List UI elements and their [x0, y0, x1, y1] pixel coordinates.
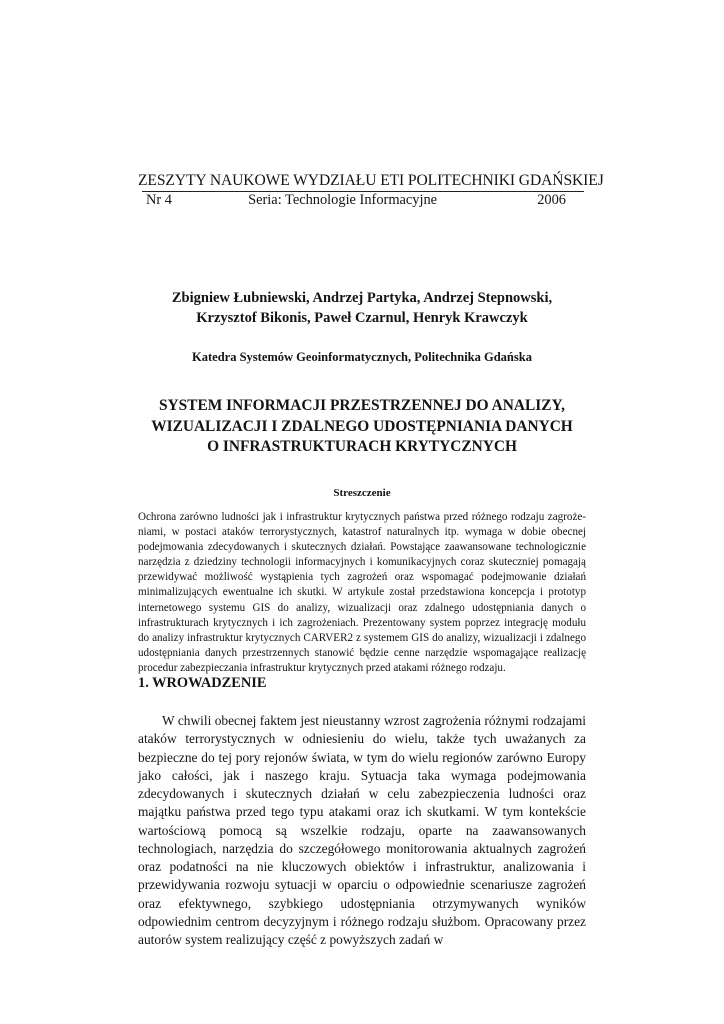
author-list [138, 288, 586, 328]
authors-line-1: Zbigniew Łubniewski, Andrzej Partyka, Andrzej Stepnowski, [171, 290, 553, 306]
title-line-1: SYSTEM INFORMACJI PRZESTRZENNEJ DO ANALIZY, [158, 397, 566, 414]
issue-year: 2006 [537, 192, 566, 208]
authors-line-2: Krzysztof Bikonis, Paweł Czarnul, Henryk Krawczyk [196, 310, 528, 326]
title-line-3: O INFRASTRUKTURACH KRYTYCZNYCH [207, 438, 517, 455]
section-paragraph: W chwili obecnej faktem jest nieustanny wzrost zagrożenia różnymi rodzajami ataków terrorystycznych w odniesieniu do wielu, także tych uważanych za bezpieczne do tej pory rejonów świata, w tym do wielu regionów zarówno Europy jako całości, jak i naszego kraju. Sytuacja taka wymaga podejmowania zdecydowanych i skutecznych działań w celu zabezpieczenia ludności oraz majątku państwa przed tego typu atakami oraz ich skutkami. W tym kontekście wartościową pomocą są wszelkie rodzaju, oparte na zaawansowanych technologiach, narzędzia do szczegółowego monitorowania aktualnych zagrożeń oraz podatności na nie kluczowych obiektów i infrastruktur, analizowania i przewidywania rozwoju sytuacji w oparciu o odpowiednie scenariusze zagrożeń oraz efektywnego, szybkiego udostępniania otrzymywanych wyników odpowiednim centrom decyzyjnym i różnego rodzaju służbom. Opracowany przez autorów system realizujący część z powyższych zadań w [138, 713, 586, 947]
title-line-2: WIZUALIZACJI I ZDALNEGO UDOSTĘPNIANIA DANYCH [151, 417, 573, 435]
issue-number: Nr 4 [146, 192, 172, 208]
affiliation: Katedra Systemów Geoinformatycznych, Politechnika Gdańska [192, 350, 532, 364]
paper-title [138, 396, 586, 458]
abstract-text: Ochrona zarówno ludności jak i infrastruktur krytycznych państwa przed różnego rodzaju zagrożeniami, w postaci ataków terrorystycznych, katastrof naturalnych itp. wymaga w dobie obecnej podejmowania zdecydowanych i skutecznych działań. Powstające zaawansowane technologicznie narzędzia z dziedziny technologii informacyjnych i komunikacyjnych coraz skuteczniej pomagają przewidywać możliwość wystąpienia tych zagrożeń oraz wspomagać podejmowanie działań minimalizujących ewentualne ich skutki. W artykule został przedstawiona koncepcja i prototyp internetowego systemu GIS do analizy, wizualizacji oraz zdalnego udostępniania danych o infrastrukturach krytycznych i ich zagrożeniach. Prezentowany system poprzez integrację modułu do analizy infrastruktur krytycznych CARVER2 z systemem GIS do analizy, wizualizacji i zdalnego udostępniania danych przestrzennych stanowić będzie cenne narzędzie wspomagające realizację procedur zabezpieczania infrastruktur krytycznych przed atakami różnego rodzaju. [138, 511, 586, 674]
abstract-heading: Streszczenie [333, 487, 391, 499]
journal-meta [146, 192, 566, 208]
journal-title: ZESZYTY NAUKOWE WYDZIAŁU ETI POLITECHNIKI GDAŃSKIEJ [138, 172, 604, 189]
series-name: Seria: Technologie Informacyjne [248, 192, 438, 208]
section-heading: 1. WROWADZENIE [138, 675, 267, 691]
